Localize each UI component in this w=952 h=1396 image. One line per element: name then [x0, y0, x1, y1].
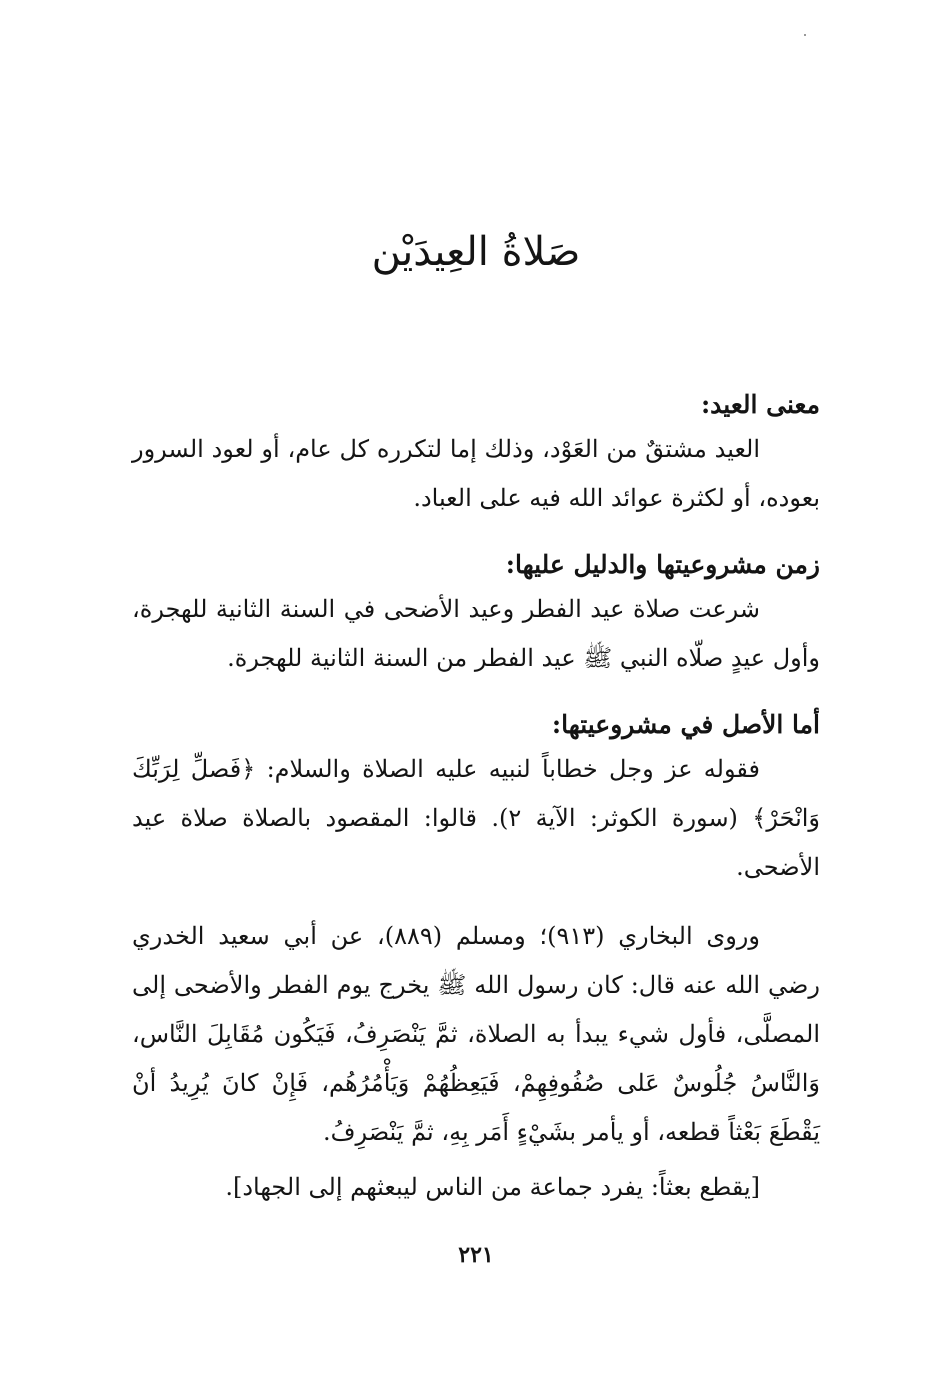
paragraph-origin: فقوله عز وجل خطاباً لنبيه عليه الصلاة والسلام: ﴿فَصلِّ لِرَبِّكَ وَانْحَرْ﴾ (سورة الكوثر: الآية ٢). قالوا: المقصود بالصلاة صلاة عيد الأضحى. [132, 755, 821, 881]
section-time [132, 545, 820, 683]
page-number: ٢٢١ [458, 1242, 494, 1268]
scan-speck [804, 34, 806, 36]
section-heading-origin: أما الأصل في مشروعيتها: [551, 710, 820, 739]
section-origin [132, 705, 820, 892]
paragraph-meaning: العيد مشتقٌ من العَوْد، وذلك إما لتكرره كل عام، أو لعود السرور بعوده، أو لكثرة عوائد الله فيه على العباد. [132, 435, 820, 512]
section-meaning [132, 385, 820, 523]
paragraph-hadith: وروى البخاري (٩١٣)؛ ومسلم (٨٨٩)، عن أبي سعيد الخدري رضي الله عنه قال: كان رسول الله ﷺ يخرج يوم الفطر والأضحى إلى المصلَّى، فأول شيء يبدأ به الصلاة، ثمَّ يَنْصَرِفُ، فَيَكُون مُقَابِلَ النَّاس، وَالنَّاسُ جُلُوسٌ عَلى صُفُوفِهِمْ، فَيَعِظُهُمْ وَيَأْمُرُهُم، فَإِنْ كانَ يُرِيدُ أنْ يَقْطَعَ بَعْثاً قطعه، أو يأمر بشَيْءٍ أَمَر بِهِ، ثمَّ يَنْصَرِفُ. [132, 922, 820, 1146]
section-heading-time: زمن مشروعيتها والدليل عليها: [505, 550, 820, 579]
chapter-title: صَلاةُ العِيدَيْن [371, 229, 581, 275]
paragraph-time: شرعت صلاة عيد الفطر وعيد الأضحى في السنة الثانية للهجرة، وأول عيدٍ صلّاه النبي ﷺ عيد الفطر من السنة الثانية للهجرة. [132, 595, 820, 672]
section-heading-meaning: معنى العيد: [700, 390, 820, 419]
section-hadith [132, 912, 820, 1207]
footnote-explanation: [يقطع بعثاً: يفرد جماعة من الناس ليبعثهم إلى الجهاد]. [225, 1173, 760, 1201]
